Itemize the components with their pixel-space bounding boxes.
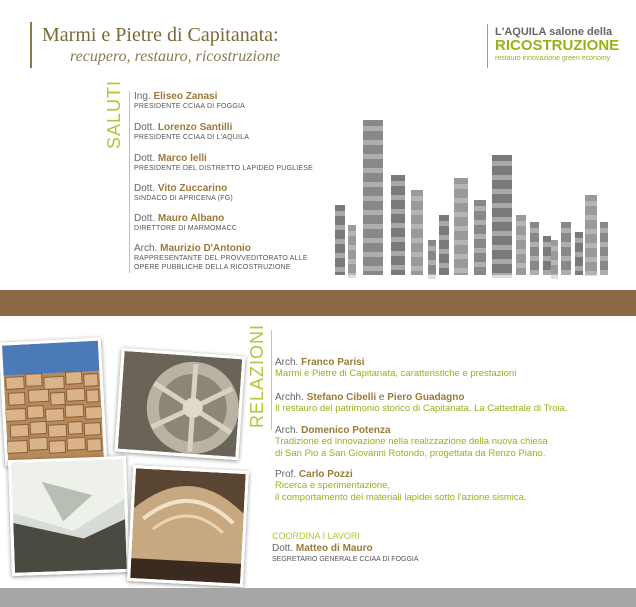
decorative-bar-stripe	[600, 256, 608, 261]
coordinator-label: COORDINA I LAVORI	[272, 531, 360, 541]
decorative-bar-stripe	[585, 215, 597, 220]
decorative-bar-stripe	[492, 273, 512, 278]
decorative-bar-stripe	[600, 270, 608, 275]
talk-topic-line-2: di San Pio a San Giovanni Rotondo, progettata da Renzo Piano.	[275, 448, 546, 459]
saluti-item	[134, 183, 233, 203]
decorative-bar-stripe	[516, 235, 526, 240]
decorative-bar-stripe	[439, 221, 449, 226]
decorative-bar-stripe	[428, 274, 436, 279]
speaker-name-2: Piero Guadagno	[387, 392, 465, 403]
church-interior-image	[130, 468, 246, 584]
decorative-bar-stripe	[335, 239, 345, 244]
decorative-bar-stripe	[391, 237, 405, 242]
speaker-title: Archh.	[275, 392, 304, 403]
speaker-title: Ing.	[134, 91, 151, 102]
decorative-bar	[543, 236, 551, 275]
decorative-bar-stripe	[600, 242, 608, 247]
decorative-bar-stripe	[585, 257, 597, 262]
speaker-role: PRESIDENTE CCIAA DI FOGGIA	[134, 103, 245, 110]
speaker-title: Arch.	[134, 243, 158, 254]
decorative-bar-stripe	[585, 243, 597, 248]
speaker-name: Mauro Albano	[157, 213, 225, 224]
decorative-bar-stripe	[543, 242, 551, 247]
decorative-bar-stripe	[363, 210, 383, 215]
decorative-bar-stripe	[585, 271, 597, 276]
decorative-bar-stripe	[530, 256, 539, 261]
speaker-name: Eliseo Zanasi	[153, 91, 218, 102]
decorative-bar-stripe	[391, 223, 405, 228]
decorative-bar-stripe	[530, 228, 539, 233]
decorative-bar-stripe	[561, 256, 571, 261]
speaker-role: PRESIDENTE CCIAA DI L'AQUILA	[134, 134, 250, 141]
speaker-name: Marco Ielli	[157, 153, 207, 164]
saluti-item	[134, 213, 237, 233]
page-title: Marmi e Pietre di Capitanata:	[42, 24, 279, 46]
decorative-bar-stripe	[575, 266, 583, 271]
speaker-role: RAPPRESENTANTE DEL PROVVEDITORATO ALLE	[134, 255, 308, 262]
decorative-bar-stripe	[411, 238, 423, 243]
speaker-role: SINDACO DI APRICENA (FG)	[134, 195, 233, 202]
decorative-bar-stripe	[428, 246, 436, 251]
relazioni-heading: RELAZIONI	[247, 323, 267, 428]
decorative-bar-stripe	[474, 234, 486, 239]
decorative-bar-stripe	[561, 228, 571, 233]
decorative-bar-stripe	[575, 238, 583, 243]
section-band	[0, 290, 636, 316]
decorative-bar	[492, 155, 512, 275]
speaker-name: Lorenzo Santilli	[157, 122, 233, 133]
relazione-item	[275, 469, 527, 504]
speaker-title: Arch.	[275, 425, 299, 436]
decorative-bar-stripe	[492, 245, 512, 250]
speaker-title: Dott.	[134, 213, 156, 224]
decorative-bar-stripe	[348, 273, 356, 278]
decorative-bar-stripe	[492, 175, 512, 180]
decorative-bar-stripe	[492, 217, 512, 222]
decorative-bar-stripe	[348, 231, 356, 236]
decorative-bar-stripe	[575, 252, 583, 257]
saluti-item	[134, 91, 245, 111]
decorative-bar-stripe	[454, 226, 468, 231]
decorative-bar-stripe	[551, 274, 558, 279]
decorative-bar-stripe	[391, 195, 405, 200]
decorative-bar-stripe	[454, 198, 468, 203]
stone-wall-image	[2, 341, 104, 464]
decorative-bar-stripe	[335, 267, 345, 272]
saluti-item	[134, 243, 308, 272]
talk-topic: Il restauro del patrimonio storico di Capitanata. La Cattedrale di Troia.	[275, 403, 568, 414]
decorative-bar	[411, 190, 423, 275]
decorative-bar-stripe	[474, 220, 486, 225]
speaker-name: Vito Zuccarino	[157, 183, 228, 194]
marble-quarry-photo	[8, 456, 130, 576]
speaker-name: Domenico Potenza	[301, 425, 391, 436]
speaker-role: PRESIDENTE DEL DISTRETTO LAPIDEO PUGLIESE	[134, 165, 313, 172]
decorative-bar-stripe	[411, 210, 423, 215]
saluti-item	[134, 122, 249, 142]
decorative-bar-stripe	[530, 270, 539, 275]
decorative-bar-stripe	[363, 266, 383, 271]
speaker-title: Dott.	[134, 183, 156, 194]
relazione-item	[275, 425, 548, 460]
decorative-bar-stripe	[454, 212, 468, 217]
decorative-bar-stripe	[363, 126, 383, 131]
decorative-bar-stripe	[585, 229, 597, 234]
rose-window-image	[118, 351, 243, 457]
talk-topic-line-2: il comportamento dei materiali lapidei sotto l'azione sismica.	[275, 492, 527, 503]
decorative-bar-stripe	[411, 224, 423, 229]
decorative-bar-stripe	[363, 154, 383, 159]
decorative-bar-stripe	[492, 203, 512, 208]
decorative-bar-stripe	[411, 196, 423, 201]
decorative-bar-stripe	[439, 249, 449, 254]
decorative-bar-stripe	[411, 266, 423, 271]
decorative-bar-stripe	[363, 168, 383, 173]
decorative-bar	[551, 240, 558, 275]
relazione-item	[275, 392, 568, 415]
speaker-role-line-2: OPERE PUBBLICHE DELLA RICOSTRUZIONE	[134, 264, 291, 271]
decorative-bar-stripe	[428, 260, 436, 265]
speaker-title: Dott.	[134, 122, 156, 133]
speaker-name: Stefano Cibelli	[306, 392, 377, 403]
decorative-bar-stripe	[551, 260, 558, 265]
decorative-bar-stripe	[439, 235, 449, 240]
relazioni-divider	[271, 330, 272, 430]
decorative-bar-stripe	[454, 240, 468, 245]
coordinator-role: SEGRETARIO GENERALE CCIAA DI FOGGIA	[272, 556, 419, 563]
decorative-bar	[428, 240, 436, 275]
decorative-bar-stripe	[391, 209, 405, 214]
decorative-bar-stripe	[492, 231, 512, 236]
decorative-bar-stripe	[391, 251, 405, 256]
speaker-name: Carlo Pozzi	[298, 469, 353, 480]
church-interior-photo	[127, 465, 249, 587]
decorative-bar-stripe	[474, 248, 486, 253]
decorative-bar-stripe	[363, 238, 383, 243]
decorative-bar-stripe	[585, 201, 597, 206]
decorative-bar-stripe	[411, 252, 423, 257]
speaker-title: Arch.	[275, 357, 299, 368]
relazione-item	[275, 357, 516, 380]
logo-line-1: L'AQUILA salone della	[495, 26, 613, 38]
saluti-heading: SALUTI	[104, 79, 124, 149]
decorative-bar-stripe	[600, 228, 608, 233]
decorative-bar-stripe	[530, 242, 539, 247]
talk-topic: Ricerca e sperimentazione,	[275, 480, 391, 491]
decorative-bars-graphic	[330, 110, 630, 280]
decorative-bar-stripe	[516, 221, 526, 226]
page-subtitle: recupero, restauro, ricostruzione	[70, 48, 281, 65]
coordinator-name: Dott. Matteo di Mauro	[272, 543, 373, 554]
footer-band	[0, 588, 636, 607]
decorative-bar-stripe	[335, 253, 345, 258]
title-divider	[30, 22, 32, 68]
speaker-title: Dott.	[134, 153, 156, 164]
talk-topic: Tradizione ed innovazione nella realizzazione della nuova chiesa	[275, 436, 548, 447]
logo-line-3: restauro innovazione green economy	[495, 55, 611, 62]
decorative-bar-stripe	[454, 254, 468, 259]
decorative-bar-stripe	[454, 268, 468, 273]
decorative-bar-stripe	[391, 265, 405, 270]
speaker-name: Maurizio D'Antonio	[160, 243, 251, 254]
decorative-bar-stripe	[492, 161, 512, 166]
decorative-bar-stripe	[363, 182, 383, 187]
marble-quarry-image	[11, 459, 127, 573]
decorative-bar-stripe	[363, 224, 383, 229]
decorative-bar-stripe	[543, 256, 551, 261]
decorative-bar-stripe	[348, 245, 356, 250]
decorative-bar-stripe	[474, 262, 486, 267]
speaker-conjunction: e	[378, 392, 385, 403]
decorative-bar-stripe	[516, 263, 526, 268]
decorative-bar-stripe	[492, 189, 512, 194]
talk-topic: Marmi e Pietre di Capitanata, caratteristiche e prestazioni	[275, 368, 517, 379]
decorative-bar-stripe	[492, 259, 512, 264]
decorative-bar-stripe	[543, 270, 551, 275]
speaker-role: DIRETTORE DI MARMOMACC	[134, 225, 238, 232]
decorative-bar-stripe	[516, 249, 526, 254]
saluti-divider	[129, 91, 130, 273]
decorative-bar-stripe	[439, 263, 449, 268]
decorative-bar-stripe	[363, 252, 383, 257]
decorative-bar-stripe	[363, 140, 383, 145]
decorative-bar-stripe	[551, 246, 558, 251]
saluti-item	[134, 153, 313, 173]
decorative-bar-stripe	[474, 206, 486, 211]
decorative-bar-stripe	[561, 270, 571, 275]
logo-divider	[487, 24, 488, 68]
logo-line-2: RICOSTRUZIONE	[495, 37, 620, 54]
decorative-bar-stripe	[454, 184, 468, 189]
rose-window-photo	[115, 348, 246, 460]
decorative-bar-stripe	[335, 225, 345, 230]
decorative-bar-stripe	[348, 259, 356, 264]
decorative-bar-stripe	[363, 196, 383, 201]
decorative-bar-stripe	[335, 211, 345, 216]
decorative-bar-stripe	[561, 242, 571, 247]
speaker-name: Franco Parisi	[301, 357, 365, 368]
speaker-title: Prof.	[275, 469, 297, 480]
decorative-bar	[585, 195, 597, 275]
decorative-bar-stripe	[391, 181, 405, 186]
stone-wall-photo	[0, 337, 107, 466]
